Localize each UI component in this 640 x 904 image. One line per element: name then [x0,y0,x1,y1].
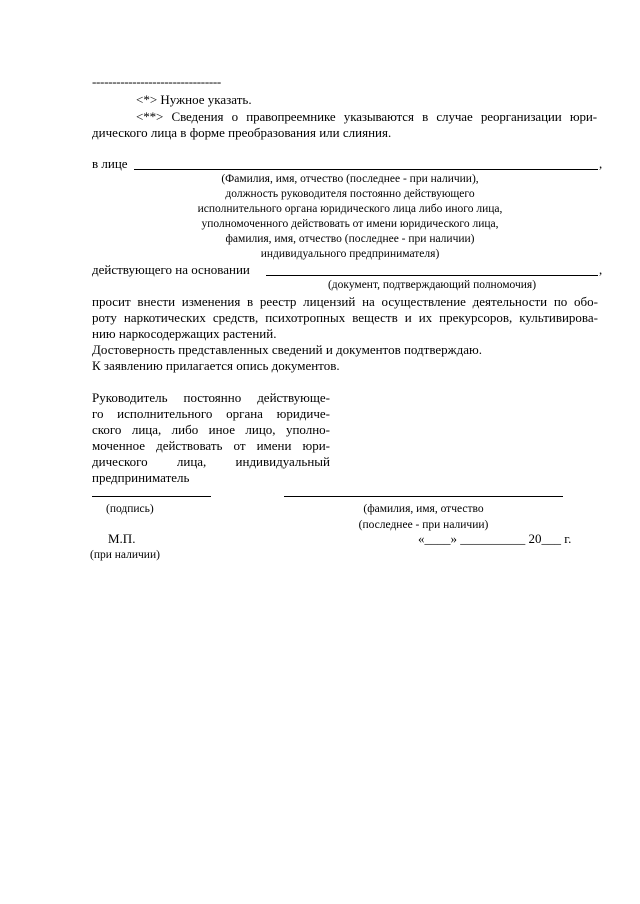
full-name-hint-2: (последнее - при наличии) [358,519,489,531]
full-name-hint-1: (фамилия, имя, отчество [363,503,484,515]
attachment-text: К заявлению прилагается опись документов. [92,358,340,373]
representative-comma: , [599,156,603,171]
basis-hint: (документ, подтверждающий полномочия) [327,279,537,291]
representative-hint-6: индивидуального предпринимателя) [260,248,440,260]
footnote-2-line-2: дического лица в форме преобразования или слияния. [92,125,392,140]
footnote-separator: -------------------------------- [92,74,221,89]
signature-hint: (подпись) [106,503,154,515]
representative-hint-5: фамилия, имя, отчество (последнее - при наличии) [225,233,475,245]
representative-hint-4: уполномоченного действовать от имени юридического лица, [201,218,499,230]
signatory-title-line-3: ского лица, либо иное лицо, уполно- [92,422,330,437]
date-field[interactable]: «____» __________ 20___ г. [418,531,572,546]
stamp-label: М.П. [108,531,136,546]
request-line-3: нию наркосодержащих растений. [92,326,277,341]
signatory-title-line-2: го исполнительного органа юридиче- [92,406,330,421]
confirmation-text: Достоверность представленных сведений и документов подтверждаю. [92,342,482,357]
signatory-title-line-5: дического лица, индивидуальный [92,454,330,469]
stamp-hint: (при наличии) [90,549,160,561]
representative-label: в лице [92,156,128,171]
signature-input-line[interactable] [92,496,211,497]
request-line-2: роту наркотических средств, психотропных веществ и их прекурсоров, культивирова- [92,310,598,325]
representative-input-line[interactable] [134,169,598,170]
footnote-2-line-1: <**> Сведения о правопреемнике указываются в случае реорганизации юри- [136,109,597,124]
signatory-title-line-1: Руководитель постоянно действующе- [92,390,330,405]
signatory-title-line-4: моченное действовать от имени юри- [92,438,330,453]
basis-input-line[interactable] [266,275,598,276]
footnote-1: <*> Нужное указать. [136,92,252,107]
representative-hint-3: исполнительного органа юридического лица либо иного лица, [197,203,503,215]
signatory-title-line-6: предприниматель [92,470,190,485]
full-name-input-line[interactable] [284,496,563,497]
request-line-1: просит внести изменения в реестр лицензий на осуществление деятельности по обо- [92,294,598,309]
basis-comma: , [599,262,603,277]
representative-hint-1: (Фамилия, имя, отчество (последнее - при наличии), [221,173,479,185]
representative-hint-2: должность руководителя постоянно действующего [225,188,475,200]
basis-label: действующего на основании [92,262,250,277]
signatory-title [92,390,330,486]
